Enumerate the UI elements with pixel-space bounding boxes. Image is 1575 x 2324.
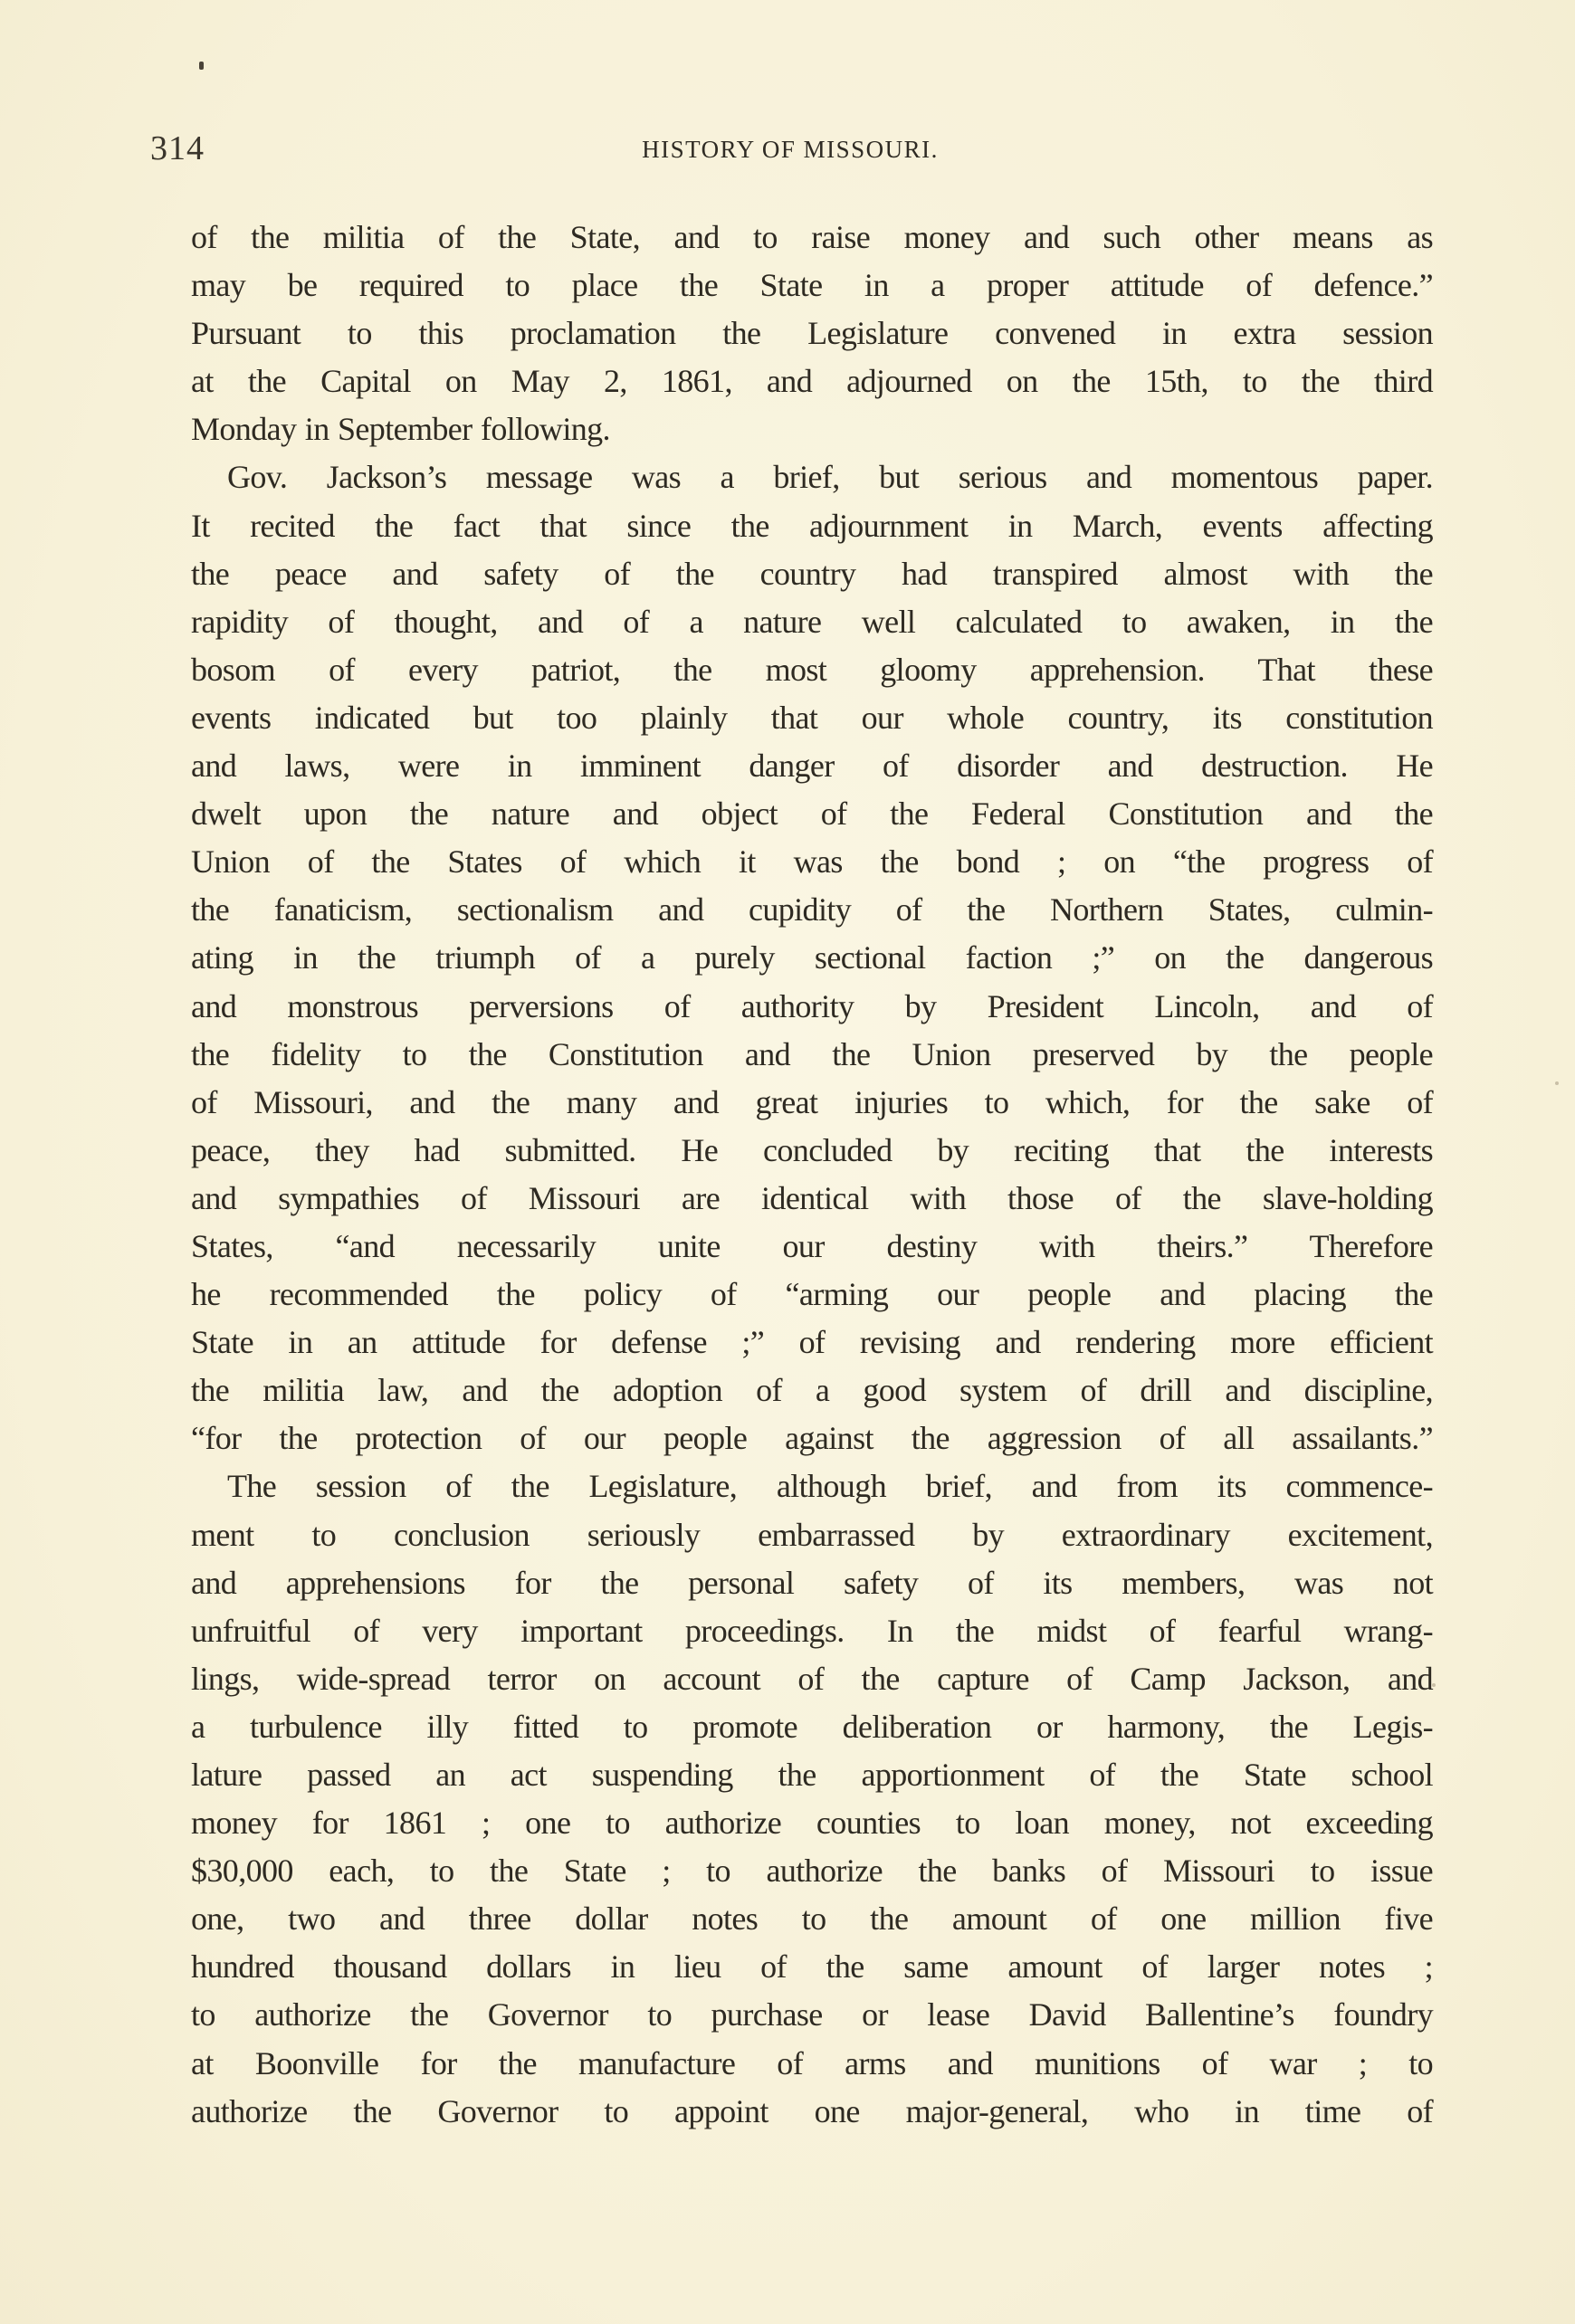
- text-line: dwelt upon the nature and object of the Federal Constitution and the: [191, 795, 1433, 833]
- text-line: $30,000 each, to the State ; to authorize the banks of Missouri to issue: [191, 1853, 1433, 1890]
- text-line: Monday in September following.: [191, 411, 610, 448]
- text-line: and laws, were in imminent danger of disorder and destruction. He: [191, 748, 1433, 785]
- text-line: authorize the Governor to appoint one major-general, who in time of: [191, 2092, 1433, 2129]
- text-line: at the Capital on May 2, 1861, and adjourned on the 15th, to the third: [191, 363, 1433, 400]
- text-line: of the militia of the State, and to raise money and such other means as: [191, 219, 1433, 255]
- text-line: the fidelity to the Constitution and the Union preserved by the people: [191, 1035, 1433, 1072]
- text-line: lature passed an act suspending the apportionment of the State school: [191, 1757, 1433, 1793]
- text-line: and sympathies of Missouri are identical with those of the slave-holding: [191, 1179, 1433, 1216]
- text-line: The session of the Legislature, although brief, and from its commence-: [227, 1468, 1433, 1505]
- text-line: at Boonville for the manufacture of arms and munitions of war ; to: [191, 2044, 1433, 2081]
- text-line: ment to conclusion seriously embarrassed by extraordinary excitement,: [191, 1516, 1433, 1553]
- text-line: money for 1861 ; one to authorize counties to loan money, not exceeding: [191, 1805, 1433, 1842]
- body-text: [191, 214, 1433, 2136]
- ink-speck: [1555, 1081, 1559, 1085]
- text-line: State in an attitude for defense ;” of revising and rendering more efficient: [191, 1324, 1433, 1361]
- text-line: and monstrous perversions of authority by President Lincoln, and of: [191, 987, 1433, 1024]
- text-line: It recited the fact that since the adjournment in March, events affecting: [191, 507, 1433, 544]
- text-line: to authorize the Governor to purchase or lease David Ballentine’s foundry: [191, 1996, 1433, 2034]
- text-line: the fanaticism, sectionalism and cupidity of the Northern States, culmin-: [191, 891, 1433, 929]
- text-line: and apprehensions for the personal safety of its members, was not: [191, 1564, 1433, 1601]
- text-line: States, “and necessarily unite our destiny with theirs.” Therefore: [191, 1227, 1433, 1264]
- text-line: bosom of every patriot, the most gloomy apprehension. That these: [191, 651, 1433, 688]
- text-line: may be required to place the State in a proper attitude of defence.”: [191, 267, 1433, 304]
- text-line: rapidity of thought, and of a nature well calculated to awaken, in the: [191, 603, 1433, 640]
- text-line: of Missouri, and the many and great injuries to which, for the sake of: [191, 1083, 1433, 1120]
- text-line: one, two and three dollar notes to the amount of one million five: [191, 1900, 1433, 1938]
- text-line: peace, they had submitted. He concluded by reciting that the interests: [191, 1131, 1433, 1168]
- text-line: “for the protection of our people against the aggression of all assailants.”: [191, 1420, 1433, 1457]
- text-line: lings, wide-spread terror on account of the capture of Camp Jackson, and: [191, 1660, 1433, 1697]
- text-line: a turbulence illy fitted to promote deliberation or harmony, the Legis-: [191, 1708, 1433, 1745]
- ink-speck: [199, 62, 204, 70]
- text-line: events indicated but too plainly that our whole country, its constitution: [191, 699, 1433, 736]
- text-line: the peace and safety of the country had transpired almost with the: [191, 555, 1433, 592]
- text-line: Gov. Jackson’s message was a brief, but serious and momentous paper.: [227, 459, 1433, 496]
- text-line: he recommended the policy of “arming our people and placing the: [191, 1276, 1433, 1313]
- page-number: 314: [150, 129, 205, 167]
- text-line: the militia law, and the adoption of a good system of drill and discipline,: [191, 1372, 1433, 1409]
- text-line: Pursuant to this proclamation the Legislature convened in extra session: [191, 315, 1433, 352]
- text-line: Union of the States of which it was the bond ; on “the progress of: [191, 843, 1433, 881]
- text-line: unfruitful of very important proceedings. In the midst of fearful wrang-: [191, 1612, 1433, 1649]
- text-line: hundred thousand dollars in lieu of the same amount of larger notes ;: [191, 1948, 1433, 1986]
- running-title: HISTORY OF MISSOURI.: [642, 136, 939, 163]
- page-header: [150, 129, 1430, 174]
- text-line: ating in the triumph of a purely sectional faction ;” on the dangerous: [191, 939, 1433, 976]
